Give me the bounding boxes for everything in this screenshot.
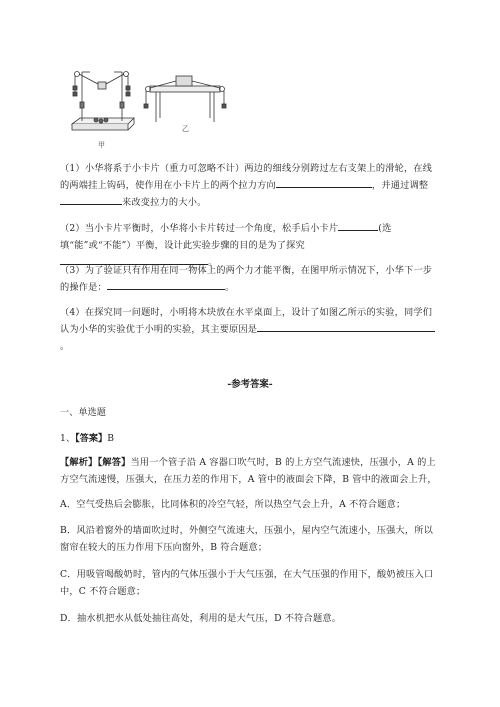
answer-blank[interactable] (276, 177, 372, 188)
option-b: B．风沿着窗外的墙面吹过时，外侧空气流速大，压强小，屋内空气流速小，压强大，所以窗帘在较大的压力作用下压向窗外，B 符合题意； (60, 525, 434, 553)
option-d: D．抽水机把水从低处抽往高处，利用的是大气压，D 不符合题意。 (60, 613, 342, 624)
answers-title: -参考答案- (227, 379, 273, 390)
answer-blank[interactable] (257, 321, 435, 332)
question-3-text: （3）为了验证只有作用在同一物体上的两个力才能平衡，在图甲所示情况下，小华下一步的操作是： (60, 265, 433, 293)
answer-blank[interactable] (338, 220, 378, 231)
question-1: （1）小华将系于小卡片（重力可忽略不计）两边的细线分别跨过左右支架上的滑轮，在线的两端挂上钩码，使作用在小卡片上的两个拉力方向 ，并通过调整来改变拉力的大小。 (60, 163, 433, 208)
section-heading: 一、单选题 (60, 407, 106, 418)
question-2: （2）当小卡片平衡时，小华将小卡片转过一个角度，松手后小卡片 (选填“能”或“不能”）平衡，设计此实验步骤的目的是为了探究。 (60, 220, 440, 271)
answer-item-1: 1、【答案】B (60, 433, 114, 444)
option-a: A．空气受热后会膨胀，比同体积的冷空气轻，所以热空气会上升，A 不符合题意； (60, 499, 406, 510)
figure-caption-b: 乙 (182, 125, 189, 133)
figure-jia (72, 72, 134, 131)
question-4-text: （4）在探究同一问题时，小明将木块放在水平桌面上，设计了如图乙所示的实验，同学们认为小华的实验优于小明的实验，其主要原因是 (60, 307, 433, 335)
figure-caption-a: 甲 (98, 141, 105, 149)
answer-blank[interactable] (60, 194, 122, 205)
question-3: （3）为了验证只有作用在同一物体上的两个力才能平衡，在图甲所示情况下，小华下一步的操作是： 。 (60, 265, 433, 293)
experiment-figures (68, 62, 240, 150)
question-1-text: （1）小华将系于小卡片（重力可忽略不计）两边的细线分别跨过左右支架上的滑轮，在线的两端挂上钩码，使作用在小卡片上的两个拉力方向 (60, 163, 433, 191)
option-c: C．用吸管喝酸奶时，管内的气体压强小于大气压强，在大气压强的作用下，酸奶被压入口中，C 不符合题意； (60, 569, 434, 597)
analysis-paragraph: 【解析】【解答】当用一个管子沿 A 容器口吹气时，B 的上方空气流速快，压强小，A 的上方空气流速慢，压强大，在压力差的作用下，A 管中的液面会下降，B 管中的液面会上升， (60, 457, 437, 485)
answer-blank[interactable] (107, 279, 225, 290)
question-4: （4）在探究同一问题时，小明将木块放在水平桌面上，设计了如图乙所示的实验，同学们认为小华的实验优于小明的实验，其主要原因是。 (60, 304, 440, 355)
figure-yi (144, 76, 226, 122)
apparatus-illustration (68, 62, 240, 150)
question-2-text: （2）当小卡片平衡时，小华将小卡片转过一个角度，松手后小卡片 (60, 223, 339, 234)
